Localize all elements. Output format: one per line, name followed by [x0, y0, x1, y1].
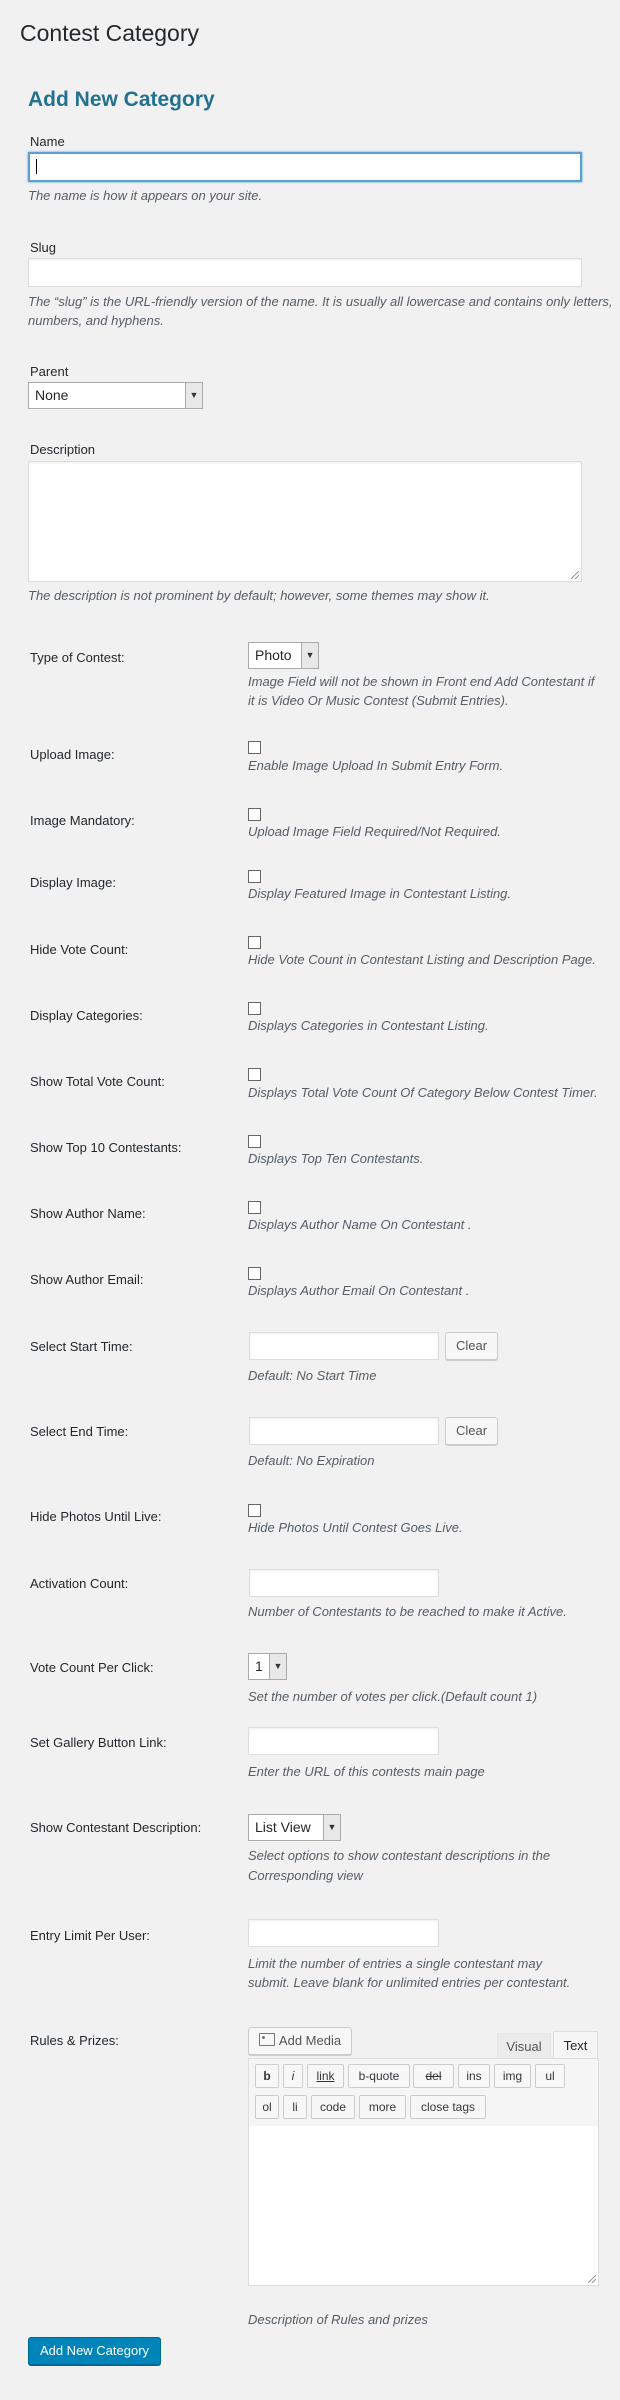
name-desc: The name is how it appears on your site. — [28, 188, 263, 203]
qt-del-button[interactable]: del — [413, 2064, 454, 2088]
hide-vote-count-checkbox[interactable] — [248, 936, 261, 949]
tab-visual[interactable]: Visual — [497, 2033, 551, 2059]
name-label: Name — [30, 134, 65, 149]
entry-limit-desc-2: submit. Leave blank for unlimited entries per contestant. — [248, 1975, 571, 1990]
description-label: Description — [30, 442, 96, 457]
add-media-button[interactable] — [248, 2027, 352, 2055]
entry-limit-label: Entry Limit Per User: — [30, 1928, 150, 1943]
qt-code-button[interactable]: code — [311, 2095, 355, 2119]
start-time-clear-button[interactable]: Clear — [445, 1332, 498, 1360]
form-title: Add New Category — [28, 88, 215, 111]
media-icon — [259, 2033, 275, 2046]
description-textarea[interactable] — [28, 461, 582, 582]
start-time-desc: Default: No Start Time — [248, 1368, 377, 1383]
slug-desc-2: numbers, and hyphens. — [28, 313, 164, 328]
activation-count-label: Activation Count: — [30, 1576, 129, 1591]
start-time-input[interactable] — [249, 1332, 439, 1360]
display-image-desc: Display Featured Image in Contestant Listing. — [248, 886, 512, 901]
hide-photos-label: Hide Photos Until Live: — [30, 1509, 162, 1524]
author-email-checkbox[interactable] — [248, 1267, 261, 1280]
entry-limit-input[interactable] — [248, 1919, 439, 1947]
qt-bquote-button[interactable]: b-quote — [348, 2064, 410, 2088]
slug-label: Slug — [30, 240, 57, 255]
hide-photos-checkbox[interactable] — [248, 1504, 261, 1517]
gallery-link-label: Set Gallery Button Link: — [30, 1735, 167, 1750]
vote-count-desc: Set the number of votes per click.(Default count 1) — [248, 1689, 538, 1704]
display-categories-label: Display Categories: — [30, 1008, 143, 1023]
display-categories-desc: Displays Categories in Contestant Listing. — [248, 1018, 489, 1033]
top-contestants-checkbox[interactable] — [248, 1135, 261, 1148]
author-email-label: Show Author Email: — [30, 1272, 144, 1287]
chevron-down-icon: ▼ — [301, 643, 318, 668]
upload-image-label: Upload Image: — [30, 747, 115, 762]
qt-bold-button[interactable]: b — [255, 2064, 279, 2088]
end-time-input[interactable] — [249, 1417, 439, 1445]
contestant-desc-desc-1: Select options to show contestant descriptions in the — [248, 1848, 551, 1863]
parent-label: Parent — [30, 364, 69, 379]
qt-ins-button[interactable]: ins — [458, 2064, 490, 2088]
qt-li-button[interactable]: li — [283, 2095, 307, 2119]
entry-limit-desc-1: Limit the number of entries a single contestant may — [248, 1956, 543, 1971]
total-vote-count-checkbox[interactable] — [248, 1068, 261, 1081]
resize-handle-icon[interactable] — [588, 2275, 596, 2283]
tab-text[interactable]: Text — [553, 2031, 598, 2059]
qt-ul-button[interactable]: ul — [535, 2064, 565, 2088]
qt-link-button[interactable]: link — [307, 2064, 344, 2088]
gallery-link-input[interactable] — [248, 1727, 439, 1755]
hide-vote-count-label: Hide Vote Count: — [30, 942, 129, 957]
type-selected: Photo — [255, 647, 292, 663]
slug-desc-1: The “slug” is the URL-friendly version of the name. It is usually all lowercase and contains only letters, — [28, 294, 613, 309]
activation-count-input[interactable] — [249, 1569, 439, 1597]
upload-image-desc: Enable Image Upload In Submit Entry Form. — [248, 758, 504, 773]
slug-input[interactable] — [28, 258, 582, 287]
author-email-desc: Displays Author Email On Contestant . — [248, 1283, 470, 1298]
total-vote-count-label: Show Total Vote Count: — [30, 1074, 165, 1089]
end-time-desc: Default: No Expiration — [248, 1453, 375, 1468]
display-categories-checkbox[interactable] — [248, 1002, 261, 1015]
author-name-checkbox[interactable] — [248, 1201, 261, 1214]
rules-label: Rules & Prizes: — [30, 2033, 119, 2048]
contestant-desc-label: Show Contestant Description: — [30, 1820, 202, 1835]
display-image-checkbox[interactable] — [248, 870, 261, 883]
upload-image-checkbox[interactable] — [248, 741, 261, 754]
parent-selected: None — [35, 387, 69, 403]
end-time-clear-button[interactable]: Clear — [445, 1417, 498, 1445]
author-name-desc: Displays Author Name On Contestant . — [248, 1217, 472, 1232]
activation-count-desc: Number of Contestants to be reached to make it Active. — [248, 1604, 567, 1619]
parent-select[interactable] — [28, 382, 203, 409]
author-name-label: Show Author Name: — [30, 1206, 146, 1221]
hide-vote-count-desc: Hide Vote Count in Contestant Listing and Description Page. — [248, 952, 596, 967]
qt-close-tags-button[interactable]: close tags — [410, 2095, 486, 2119]
image-mandatory-checkbox[interactable] — [248, 808, 261, 821]
contestant-desc-selected: List View — [255, 1819, 311, 1835]
rules-desc: Description of Rules and prizes — [248, 2312, 428, 2327]
type-select[interactable] — [248, 642, 319, 669]
vote-count-label: Vote Count Per Click: — [30, 1660, 154, 1675]
chevron-down-icon: ▼ — [185, 383, 202, 408]
contestant-desc-select[interactable] — [248, 1814, 341, 1841]
rules-textarea[interactable] — [248, 2126, 599, 2286]
vote-count-select[interactable] — [248, 1653, 287, 1680]
total-vote-count-desc: Displays Total Vote Count Of Category Below Contest Timer. — [248, 1085, 598, 1100]
gallery-link-desc: Enter the URL of this contests main page — [248, 1764, 485, 1779]
chevron-down-icon: ▼ — [323, 1815, 340, 1840]
description-desc: The description is not prominent by default; however, some themes may show it. — [28, 588, 490, 603]
type-desc-1: Image Field will not be shown in Front end Add Contestant if — [248, 674, 595, 689]
qt-ol-button[interactable]: ol — [255, 2095, 279, 2119]
page-title: Contest Category — [20, 20, 199, 46]
start-time-label: Select Start Time: — [30, 1339, 133, 1354]
hide-photos-desc: Hide Photos Until Contest Goes Live. — [248, 1520, 463, 1535]
resize-handle-icon[interactable] — [571, 571, 579, 579]
qt-italic-button[interactable]: i — [283, 2064, 303, 2088]
add-media-label: Add Media — [278, 2033, 342, 2048]
add-new-category-button[interactable]: Add New Category — [28, 2337, 161, 2365]
top-contestants-label: Show Top 10 Contestants: — [30, 1140, 182, 1155]
text-caret — [36, 159, 37, 174]
type-label: Type of Contest: — [30, 650, 125, 665]
contestant-desc-desc-2: Corresponding view — [248, 1868, 363, 1883]
end-time-label: Select End Time: — [30, 1424, 129, 1439]
chevron-down-icon: ▼ — [269, 1654, 286, 1679]
type-desc-2: it is Video Or Music Contest (Submit Entries). — [248, 693, 509, 708]
name-input[interactable] — [28, 152, 582, 182]
image-mandatory-label: Image Mandatory: — [30, 813, 135, 828]
qt-more-button[interactable]: more — [359, 2095, 406, 2119]
image-mandatory-desc: Upload Image Field Required/Not Required. — [248, 824, 501, 839]
qt-img-button[interactable]: img — [494, 2064, 531, 2088]
top-contestants-desc: Displays Top Ten Contestants. — [248, 1151, 424, 1166]
display-image-label: Display Image: — [30, 875, 116, 890]
vote-count-selected: 1 — [255, 1658, 263, 1674]
